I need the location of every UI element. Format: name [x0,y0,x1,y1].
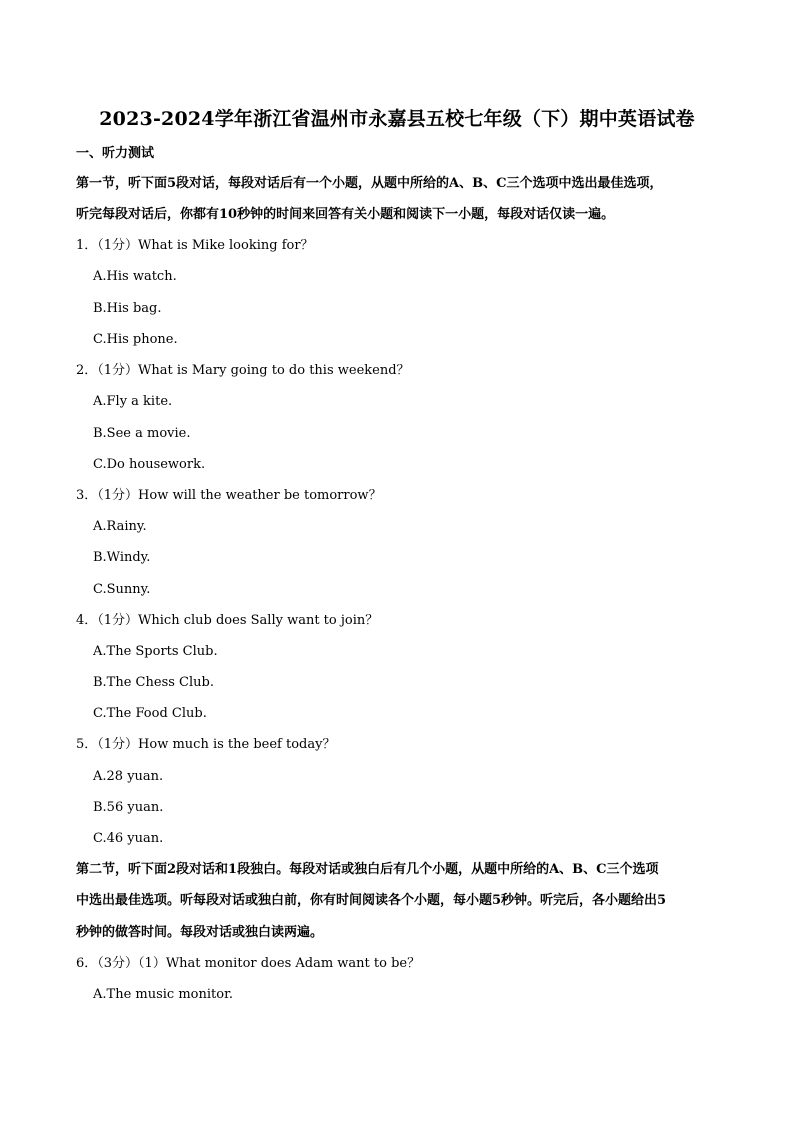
answer-option: B.His bag. [93,301,162,316]
answer-option: B.The Chess Club. [93,675,214,690]
answer-option: A.His watch. [93,269,177,284]
answer-option: C.Sunny. [93,582,151,597]
answer-option: A.The Sports Club. [93,644,218,659]
answer-option: C.The Food Club. [93,706,207,721]
question-stem: 6．（3分）（1）What monitor does Adam want to be？ [76,956,421,971]
answer-option: A.The music monitor. [93,987,233,1002]
answer-option: A.Rainy. [93,519,147,534]
part2-instruction-line: 中选出最佳选项。听每段对话或独白前，你有时间阅读各个小题，每小题5秒钟。听完后，各小题给出5 [76,893,667,908]
answer-option: B.56 yuan. [93,800,164,815]
answer-option: A.28 yuan. [93,769,164,784]
question-stem: 1．（1分）What is Mike looking for？ [76,238,314,253]
answer-option: C.Do housework. [93,457,206,472]
question-stem: 2．（1分）What is Mary going to do this weekend？ [76,363,410,378]
section-heading: 一、听力测试 [76,146,155,161]
part1-instruction-line: 第一节，听下面5段对话，每段对话后有一个小题，从题中所给的A、B、C三个选项中选出最佳选项， [76,176,663,191]
answer-option: A.Fly a kite. [93,394,173,409]
question-stem: 5．（1分）How much is the beef today？ [76,737,336,752]
question-stem: 4．（1分）Which club does Sally want to join？ [76,613,379,628]
question-stem: 3．（1分）How will the weather be tomorrow？ [76,488,382,503]
answer-option: C.His phone. [93,332,178,347]
answer-option: B.See a movie. [93,426,191,441]
answer-option: B.Windy. [93,550,151,565]
part1-instruction-line: 听完每段对话后，你都有10秒钟的时间来回答有关小题和阅读下一小题，每段对话仅读一遍。 [76,207,615,222]
page-title: 2023-2024学年浙江省温州市永嘉县五校七年级（下）期中英语试卷 [99,108,695,130]
answer-option: C.46 yuan. [93,831,164,846]
part2-instruction-line: 第二节，听下面2段对话和1段独白。每段对话或独白后有几个小题，从题中所给的A、B、C三个选项 [76,862,659,877]
part2-instruction-line: 秒钟的做答时间。每段对话或独白读两遍。 [76,925,324,940]
